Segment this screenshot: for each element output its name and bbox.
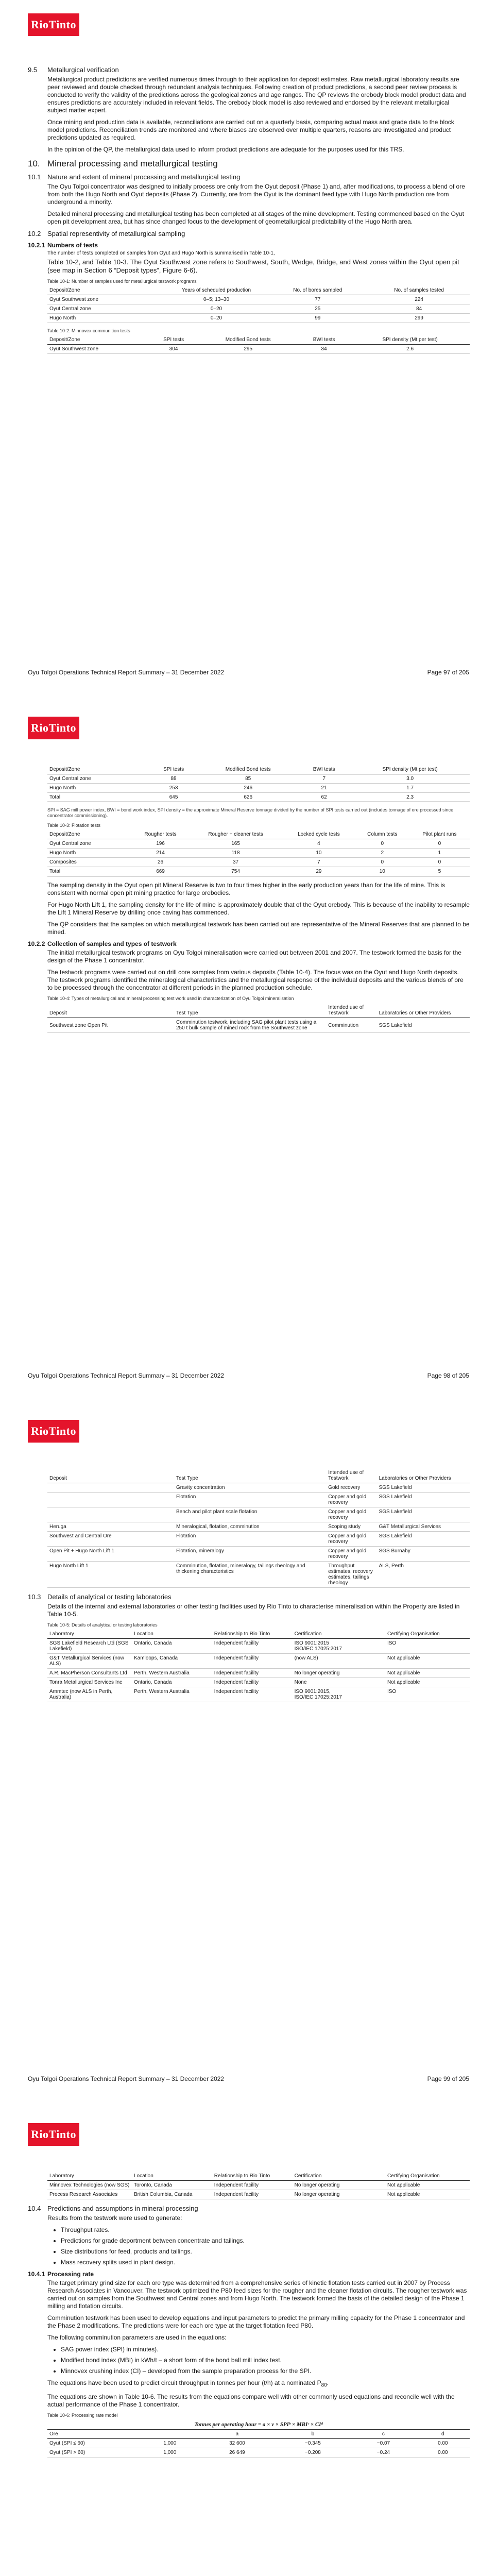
page-number: Page 99 of 205 (427, 2075, 469, 2082)
list-item: • Mass recovery splits used in plant design. (61, 2259, 470, 2266)
paragraph: Results from the testwork were used to generate: (47, 2214, 182, 2222)
page-content (28, 1468, 470, 1707)
section-heading: 10.1 Nature and extent of mineral processing and metallurgical testing (28, 173, 241, 181)
table-row: Tonra Metallurgical Services Inc Ontario, Canada Independent facility None Not applicable (47, 1678, 470, 1687)
rio-tinto-logo: RioTinto (28, 13, 79, 36)
laboratories-table-continued: Laboratory Location Relationship to Rio Tinto Certification Certifying Organisation Minnovex Technologies (now SGS) Toronto, Canada Independent facility No longer operating Not applicable Process Research Associates British Columbia, Canada Independent facility No longer operating Not applicable (47, 2172, 470, 2199)
section-heading: 10.2 Spatial representivity of metallurgical sampling (28, 230, 185, 238)
paragraph: Detailed mineral processing and metallurgical testing has been completed at all stages of the mine development. Testing commenced based on the Oyut open pit development area, but has since changed focus to the development of geometallurgical predictability of the Hugo North area. (47, 210, 464, 225)
page-100 (0, 2110, 497, 2576)
table-row: Oyut Central zone 0–20 25 84 (47, 304, 470, 314)
table-row: Minnovex Technologies (now SGS) Toronto, Canada Independent facility No longer operating Not applicable (47, 2181, 470, 2190)
comminution-table: Deposit/Zone SPI tests Modified Bond tests BWI tests SPI density (Mt per test) Oyut Southwest zone 304 295 34 2.6 (47, 335, 470, 354)
paragraph: The equations are shown in Table 10-6. The results from the equations compare well with other commonly used equations and reconcile well with the actual performance of the Phase 1 concentrator. (47, 2393, 455, 2409)
equation: Tonnes per operating hour = a × v × SPIᵇ × MBIᶜ × CIᵈ (47, 2420, 470, 2430)
page-content (28, 2172, 470, 2463)
paragraph: The Oyu Tolgoi concentrator was designed to initially process ore only from the Oyut deposit (Phase 1) and, after modifications, to process a blend of ore from both the Hugo North and Oyut deposits (Phase 2). Currently, ore from the Oyut is the dominant feed type with Hugo North production ore from underground a minority. (47, 183, 465, 206)
bullet-list (47, 2226, 470, 2266)
list-item: • Minnovex crushing index (CI) – developed from the sample preparation process for the SPI. (61, 2367, 470, 2375)
section-heading: 9.5 Metallurgical verification (28, 66, 119, 74)
table-row: Hugo North Lift 1 Comminution, flotation, mineralogy, tailings rheology and thickening characteristics Throughput estimates, recovery estimates, tailings rheology ALS, Perth (47, 1562, 470, 1588)
comminution-table-continued: Deposit/Zone SPI tests Modified Bond tests BWI tests SPI density (Mt per test) Oyut Central zone 88 85 7 3.0 Hugo North 253 246 21 1.7 Total 645 626 62 2.3 (47, 765, 470, 802)
table-caption: Table 10-3: Flotation tests (47, 823, 101, 828)
bullet-list (47, 2346, 470, 2375)
table-row: Open Pit + Hugo North Lift 1 Flotation, mineralogy Copper and gold recovery SGS Burnaby (47, 1547, 470, 1562)
table-row: Hugo North 253 246 21 1.7 (47, 784, 470, 793)
paragraph: The sampling density in the Oyut open pit Mineral Reserve is two to four times higher in the early production years than for the life of mine. This is consistent with normal open pit mining practice for large orebodies. (47, 882, 445, 896)
table-row: Heruga Mineralogical, flotation, comminution Scoping study G&T Metallurgical Services (47, 1522, 470, 1532)
paragraph: The target primary grind size for each ore type was determined from a comprehensive series of kinetic flotation tests carried out in 2007 by Process Research Associates in Vancouver. The testwork optimized the P80 feed sizes for the rougher and the cleaner flotation circuits. The rougher testwork was carried out on samples from the Southwest and Central zones and from Hugo North. The testwork formed the basis of the detailed design of the Phase 1 milling and flotation circuits. (47, 2279, 467, 2310)
subsection-heading: 10.4.1 Processing rate (28, 2270, 94, 2278)
page-footer: Oyu Tolgoi Operations Technical Report Summary – 31 December 2022 Page 98 of 205 (28, 1372, 469, 1379)
table-caption: Table 10-1: Number of samples used for metallurgical testwork programs (47, 279, 197, 284)
table-row: Hugo North 214 118 10 2 1 (47, 849, 470, 858)
paragraph: The QP considers that the samples on which metallurgical testwork has been carried out are representative of the Mineral Reserves that are planned to be mined. (47, 921, 470, 936)
processing-rate-table: Tonnes per operating hour = a × v × SPIᵇ × MBIᶜ × CIᵈ Ore a b c d Oyut (SPI ≤ 60) 1,000 32 600 −0.345 −0.07 0.00 Oyut (SPI > 60) 1,000 26 649 −0.208 −0.24 0.00 (47, 2420, 470, 2458)
paragraph: The equations have been used to predict circuit throughput in tonnes per hour (t/h) at a nominated $P_{80}$. (47, 2379, 329, 2388)
paragraph: Metallurgical product predictions are verified numerous times through to their application for deposit estimates. Raw metallurgical laboratory results are peer reviewed and double checked through redundant analysis techniques. Following creation of product predictions, a second peer review process is conducted to verify the validity of the predictions across the geological zones and age ranges. The QP reviews the orebody block model product data and ensures predictions are accurately included in relevant fields. The orebody block model is also reviewed and endorsed by the relevant metallurgical subject matter expert. (47, 76, 466, 114)
page-footer: Oyu Tolgoi Operations Technical Report Summary – 31 December 2022 Page 99 of 205 (28, 2075, 469, 2082)
subsection-heading: 10.2.2 Collection of samples and types of testwork (28, 940, 177, 947)
testwork-types-table: Deposit Test Type Intended use of Testwork Laboratories or Other Providers Southwest zone Open Pit Comminution testwork, including SAG pilot plant tests using a 250 t bulk sample of mined rock from the Southwest zone Comminution SGS Lakefield (47, 1003, 470, 1033)
table-caption: Table 10-6: Processing rate model (47, 2413, 118, 2418)
list-item: • Throughput rates. (61, 2226, 470, 2234)
paragraph: The following comminution parameters are used in the equations: (47, 2334, 227, 2341)
paragraph: Details of the internal and external laboratories or other testing facilities used by Rio Tinto to characterise mineralisation within the Property are listed in Table 10-5. (47, 1603, 460, 1618)
flotation-table: Deposit/Zone Rougher tests Rougher + cleaner tests Locked cycle tests Column tests Pilot plant runs Oyut Central zone 196 165 4 0 0 Hugo North 214 118 10 2 1 Composites 26 37 7 0 0 Total 669 754 29 10 5 (47, 830, 470, 876)
paragraph: Comminution testwork has been used to develop equations and input parameters to predict the primary milling capacity for the Phase 1 concentrator and the Phase 2 modifications. The predictions were for each ore type at the target flotation feed P80. (47, 2314, 465, 2329)
table-row: Oyut (SPI ≤ 60) 1,000 32 600 −0.345 −0.07 0.00 (47, 2439, 470, 2448)
page-number: Page 98 of 205 (427, 1372, 469, 1379)
samples-table: Deposit/Zone Years of scheduled production No. of bores sampled No. of samples tested Oyut Southwest zone 0–5; 13–30 77 224 Oyut Central zone 0–20 25 84 Hugo North 0–20 99 299 (47, 286, 470, 323)
table-row: Flotation Copper and gold recovery SGS Lakefield (47, 1493, 470, 1507)
table-row: Ammtec (now ALS in Perth, Australia) Perth, Western Australia Independent facility ISO 9001:2015, ISO/IEC 17025:2017 ISO (47, 1687, 470, 1702)
paragraph: Once mining and production data is available, reconciliations are carried out on a quarterly basis, comparing actual mass and grade data to the block model predictions. Reconciliation trends are monitored and where biases are observed over multiple quarters, reasons are investigated and product predictions updated as required. (47, 118, 454, 141)
table-row: Hugo North 0–20 99 299 (47, 314, 470, 323)
testwork-types-table-continued: Deposit Test Type Intended use of Testwork Laboratories or Other Providers Gravity concentration Gold recovery SGS Lakefield Flotation Copper and gold recovery SGS Lakefield Bench and pilot plant scale flotation Copper and gold recovery SGS Lakefield Heruga Mineralogical, flotation, comminution Scoping study G&T Metallurgical Services Southwest and Central Ore Flotation Copper and gold recovery SGS Lakefield Open Pit + Hugo North Lift 1 Flotation, mineralogy Copper and gold recovery SGS Burnaby Hugo North Lift 1 Comminution, flotation, mineralogy, tailings rheology and thickening characteristics Throughput estimates, recovery estimates, tailings rheology ALS, Perth (47, 1468, 470, 1588)
table-row: Process Research Associates British Columbia, Canada Independent facility No longer operating Not applicable (47, 2190, 470, 2199)
list-item: • Predictions for grade deportment between concentrate and tailings. (61, 2237, 470, 2245)
table-caption: Table 10-5: Details of analytical or testing laboratories (47, 1622, 158, 1628)
page-content (28, 62, 470, 359)
table-total-row: Total 669 754 29 10 5 (47, 867, 470, 876)
page-99 (0, 1406, 497, 2110)
rio-tinto-logo: RioTinto (28, 2123, 79, 2146)
table-total-row: Total 645 626 62 2.3 (47, 793, 470, 802)
table-caption: Table 10-4: Types of metallurgical and mineral processing test work used in characterization of Oyu Tolgoi mineralisation (47, 996, 294, 1001)
list-item: • SAG power index (SPI) in minutes). (61, 2346, 470, 2353)
page-number: Page 97 of 205 (427, 669, 469, 676)
table-row: Oyut Southwest zone 0–5; 13–30 77 224 (47, 295, 470, 304)
section-heading: 10.4 Predictions and assumptions in mineral processing (28, 2205, 198, 2212)
page-content (28, 765, 470, 1038)
list-item: • Size distributions for feed, products and tailings. (61, 2248, 470, 2256)
table-row: Southwest and Central Ore Flotation Copper and gold recovery SGS Lakefield (47, 1532, 470, 1547)
table-row: SGS Lakefield Research Ltd (SGS Lakefield) Ontario, Canada Independent facility ISO 9001:2015 ISO/IEC 17025:2017 ISO (47, 1639, 470, 1654)
table-row: Oyut Southwest zone 304 295 34 2.6 (47, 345, 470, 354)
paragraph: The testwork programs were carried out on drill core samples from various deposits (Table 10-4). The focus was on the Oyut and Hugo North deposits. The testwork programs identified the mineralogical characteristics and the metallurgical response of the individual deposits and the various blends of ore to be processed through the concentrator at different periods in the planned production schedule. (47, 969, 464, 991)
paragraph: In the opinion of the QP, the metallurgical data used to inform product predictions are adequate for the purposes used for this TRS. (47, 146, 404, 153)
paragraph: The number of tests completed on samples from Oyut and Hugo North is summarised in Table 10-1, (47, 250, 275, 256)
table-row: Oyut (SPI > 60) 1,000 26 649 −0.208 −0.24 0.00 (47, 2448, 470, 2458)
list-item: • Modified bond index (MBI) in kWh/t – a short form of the bond ball mill index test. (61, 2357, 470, 2364)
table-row: Oyut Central zone 88 85 7 3.0 (47, 774, 470, 784)
table-row: G&T Metallurgical Services (now ALS) Kamloops, Canada Independent facility (now ALS) Not applicable (47, 1654, 470, 1669)
table-row: Southwest zone Open Pit Comminution testwork, including SAG pilot plant tests using a 250 t bulk sample of mined rock from the Southwest zone Comminution SGS Lakefield (47, 1018, 470, 1033)
rio-tinto-logo: RioTinto (28, 717, 79, 739)
page-footer: Oyu Tolgoi Operations Technical Report Summary – 31 December 2022 Page 97 of 205 (28, 669, 469, 676)
laboratories-table: Laboratory Location Relationship to Rio Tinto Certification Certifying Organisation SGS Lakefield Research Ltd (SGS Lakefield) Ontario, Canada Independent facility ISO 9001:2015 ISO/IEC 17025:2017 ISO G&T Metallurgical Services (now ALS) Kamloops, Canada Independent facility (now ALS) Not applicable A.R. MacPherson Consultants Ltd Perth, Western Australia Independent facility No longer operating Not applicable Tonra Metallurgical Services Inc Ontario, Canada Independent facility None Not applicable Ammtec (now ALS in Perth, Australia) Perth, Western Australia Independent facility ISO 9001:2015, ISO/IEC 17025:2017 ISO (47, 1630, 470, 1702)
page-97 (0, 0, 497, 703)
table-row: A.R. MacPherson Consultants Ltd Perth, Western Australia Independent facility No longer operating Not applicable (47, 1669, 470, 1678)
table-caption: Table 10-2: Minnovex communition tests (47, 328, 130, 333)
paragraph: Table 10-2, and Table 10-3. The Oyut Southwest zone refers to Southwest, South, Wedge, Bridge, and West zones within the Oyut open pit (see map in Section 6 “Deposit types”, Figure 6-6). (47, 258, 459, 274)
page-98 (0, 703, 497, 1406)
table-note: SPI = SAG mill power index, BWI = bond work index, SPI density = the approximate Mineral Reserve tonnage divided by the number of SPI tests carried out (includes tonnage of ore processed since concentrator commissioning). (47, 807, 454, 818)
paragraph: The initial metallurgical testwork programs on Oyu Tolgoi mineralisation were carried out between 2001 and 2007. The testwork formed the basis for the design of the Phase 1 concentrator. (47, 949, 461, 964)
table-row: Oyut Central zone 196 165 4 0 0 (47, 839, 470, 849)
rio-tinto-logo: RioTinto (28, 1420, 79, 1443)
table-row: Bench and pilot plant scale flotation Copper and gold recovery SGS Lakefield (47, 1507, 470, 1522)
table-row: Gravity concentration Gold recovery SGS Lakefield (47, 1483, 470, 1493)
paragraph: For Hugo North Lift 1, the sampling density for the life of mine is approximately double that of the Oyut orebody. This is because of the inability to resample the Lift 1 Mineral Reserve by drilling once caving has commenced. (47, 901, 470, 916)
table-row: Composites 26 37 7 0 0 (47, 858, 470, 867)
chapter-heading: 10. Mineral processing and metallurgical testing (28, 159, 218, 168)
subsection-heading: 10.2.1 Numbers of tests (28, 242, 98, 249)
section-heading: 10.3 Details of analytical or testing laboratories (28, 1593, 172, 1601)
